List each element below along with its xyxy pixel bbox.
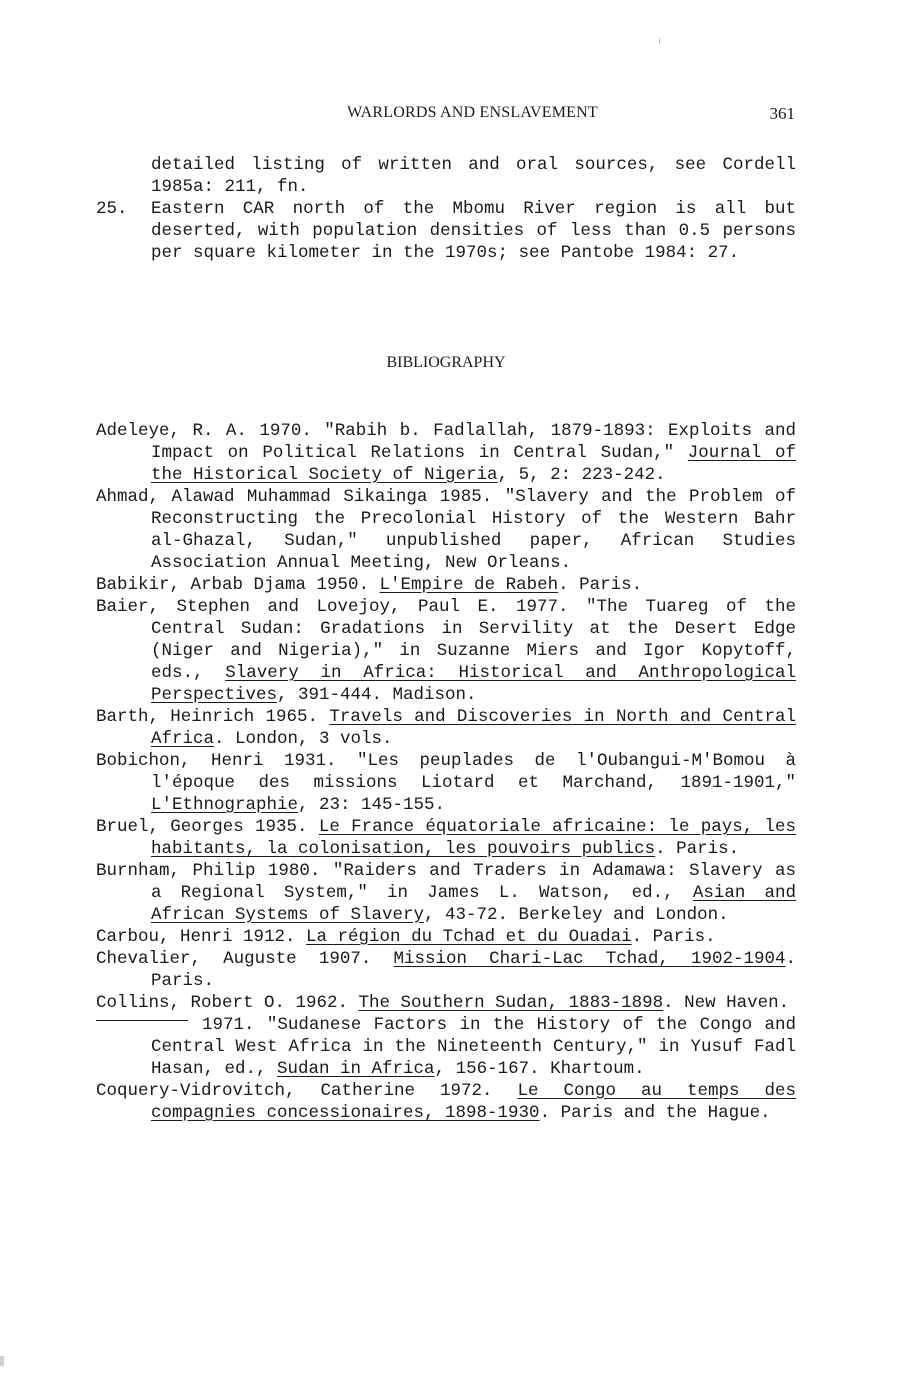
entry-text: Adeleye, R. A. 1970. "Rabih b. Fadlallah, 1879-1893: Exploits and Impact on Political Relations in Central Sudan," — [96, 421, 796, 463]
entry-title: Asian and African Systems of Slavery — [151, 883, 796, 925]
bibliography-entry — [96, 596, 796, 706]
entry-publication: . New Haven. — [663, 993, 790, 1013]
entry-publication: . Paris. — [151, 949, 796, 991]
bibliography-entry — [96, 992, 796, 1014]
entry-title: Journal of the Historical Society of Nigeria — [151, 443, 796, 485]
bibliography-entry — [96, 816, 796, 860]
bibliography-entry — [96, 486, 796, 574]
entry-text: Babikir, Arbab Djama 1950. — [96, 575, 380, 595]
entry-text: Burnham, Philip 1980. "Raiders and Traders in Adamawa: Slavery as a Regional System," in James L. Watson, ed., — [96, 861, 796, 903]
entry-title: Travels and Discoveries in North and Central Africa — [151, 707, 797, 749]
entry-title: Slavery in Africa: Historical and Anthropological Perspectives — [151, 663, 796, 705]
entry-title: L'Empire de Rabeh — [379, 575, 559, 595]
entry-publication: , 23: 145-155. — [298, 795, 446, 815]
page-number: 361 — [769, 104, 795, 123]
bibliography-heading: BIBLIOGRAPHY — [386, 354, 506, 371]
note-number — [96, 154, 151, 198]
endnotes — [96, 154, 796, 264]
bibliography-entry — [96, 420, 796, 486]
entry-title: La région du Tchad et du Ouadai — [306, 927, 632, 947]
entry-text: 1971. "Sudanese Factors in the History of the Congo and Central West Africa in the Nineteenth Century," in Yusuf Fadl Hasan, ed., — [151, 1015, 796, 1079]
entry-title: L'Ethnographie — [151, 795, 299, 815]
running-header — [150, 104, 795, 128]
entry-publication: , 156-167. Khartoum. — [434, 1059, 645, 1079]
scan-mark — [659, 38, 660, 44]
bibliography-entry — [96, 574, 796, 596]
note — [96, 154, 796, 198]
note-number: 25. — [96, 199, 128, 219]
entry-publication: , 5, 2: 223-242. — [497, 465, 666, 485]
entry-text: Bruel, Georges 1935. — [96, 817, 319, 837]
entry-publication: . London, 3 vols. — [214, 729, 393, 749]
entry-text: Coquery-Vidrovitch, Catherine 1972. — [96, 1081, 518, 1101]
entry-text: Barth, Heinrich 1965. — [96, 707, 330, 727]
entry-publication: . Paris. — [655, 839, 740, 859]
entry-title: The Southern Sudan, 1883-1898 — [358, 993, 664, 1013]
entry-title: Le Congo au temps des compagnies concessionaires, 1898-1930 — [151, 1081, 796, 1123]
note-text: Eastern CAR north of the Mbomu River region is all but deserted, with population densities of less than 0.5 persons per square kilometer in the 1970s; see Pantobe 1984: 27. — [151, 199, 796, 263]
bibliography-entry — [96, 1014, 796, 1080]
bibliography-entry — [96, 1080, 796, 1124]
entry-publication: . Paris. — [558, 575, 643, 595]
entry-text: Bobichon, Henri 1931. "Les peuplades de l'Oubangui-M'Bomou à l'époque des missions Liotard et Marchand, 1891-1901," — [96, 751, 796, 793]
entry-publication: . Paris. — [631, 927, 716, 947]
note — [96, 198, 796, 264]
entry-publication: , 43-72. Berkeley and London. — [424, 905, 729, 925]
bibliography-entry — [96, 706, 796, 750]
entry-title: Mission Chari-Lac Tchad, 1902-1904 — [393, 949, 786, 969]
entry-title: Sudan in Africa — [277, 1059, 435, 1079]
bibliography-entry — [96, 750, 796, 816]
scan-edge-mark — [0, 1356, 4, 1366]
bibliography-entry — [96, 926, 796, 948]
entry-text: Chevalier, Auguste 1907. — [96, 949, 394, 969]
entry-publication: , 391-444. Madison. — [277, 685, 477, 705]
entry-publication: . Paris and the Hague. — [539, 1103, 771, 1123]
note-text: detailed listing of written and oral sources, see Cordell 1985a: 211, fn. — [151, 155, 796, 197]
bibliography-list — [96, 420, 796, 1124]
running-title: WARLORDS AND ENSLAVEMENT — [347, 104, 598, 121]
entry-text: Carbou, Henri 1912. — [96, 927, 307, 947]
entry-title: Le France équatoriale africaine: le pays, les habitants, la colonisation, les pouvoirs publics — [151, 817, 796, 859]
entry-text: Baier, Stephen and Lovejoy, Paul E. 1977. "The Tuareg of the Central Sudan: Gradations in Servility at the Desert Edge (Niger and Nigeria)," in Suzanne Miers and Igor Kopytoff, eds., — [96, 597, 796, 683]
entry-text: Ahmad, Alawad Muhammad Sikainga 1985. "Slavery and the Problem of Reconstructing the Precolonial History of the Western Bahr al-Ghazal, Sudan," unpublished paper, African Studies Association Annual Meeting, New Orleans. — [96, 487, 796, 573]
bibliography-entry — [96, 948, 796, 992]
bibliography-entry — [96, 860, 796, 926]
entry-text: Collins, Robert O. 1962. — [96, 993, 359, 1013]
repeat-author-rule — [96, 1020, 188, 1021]
